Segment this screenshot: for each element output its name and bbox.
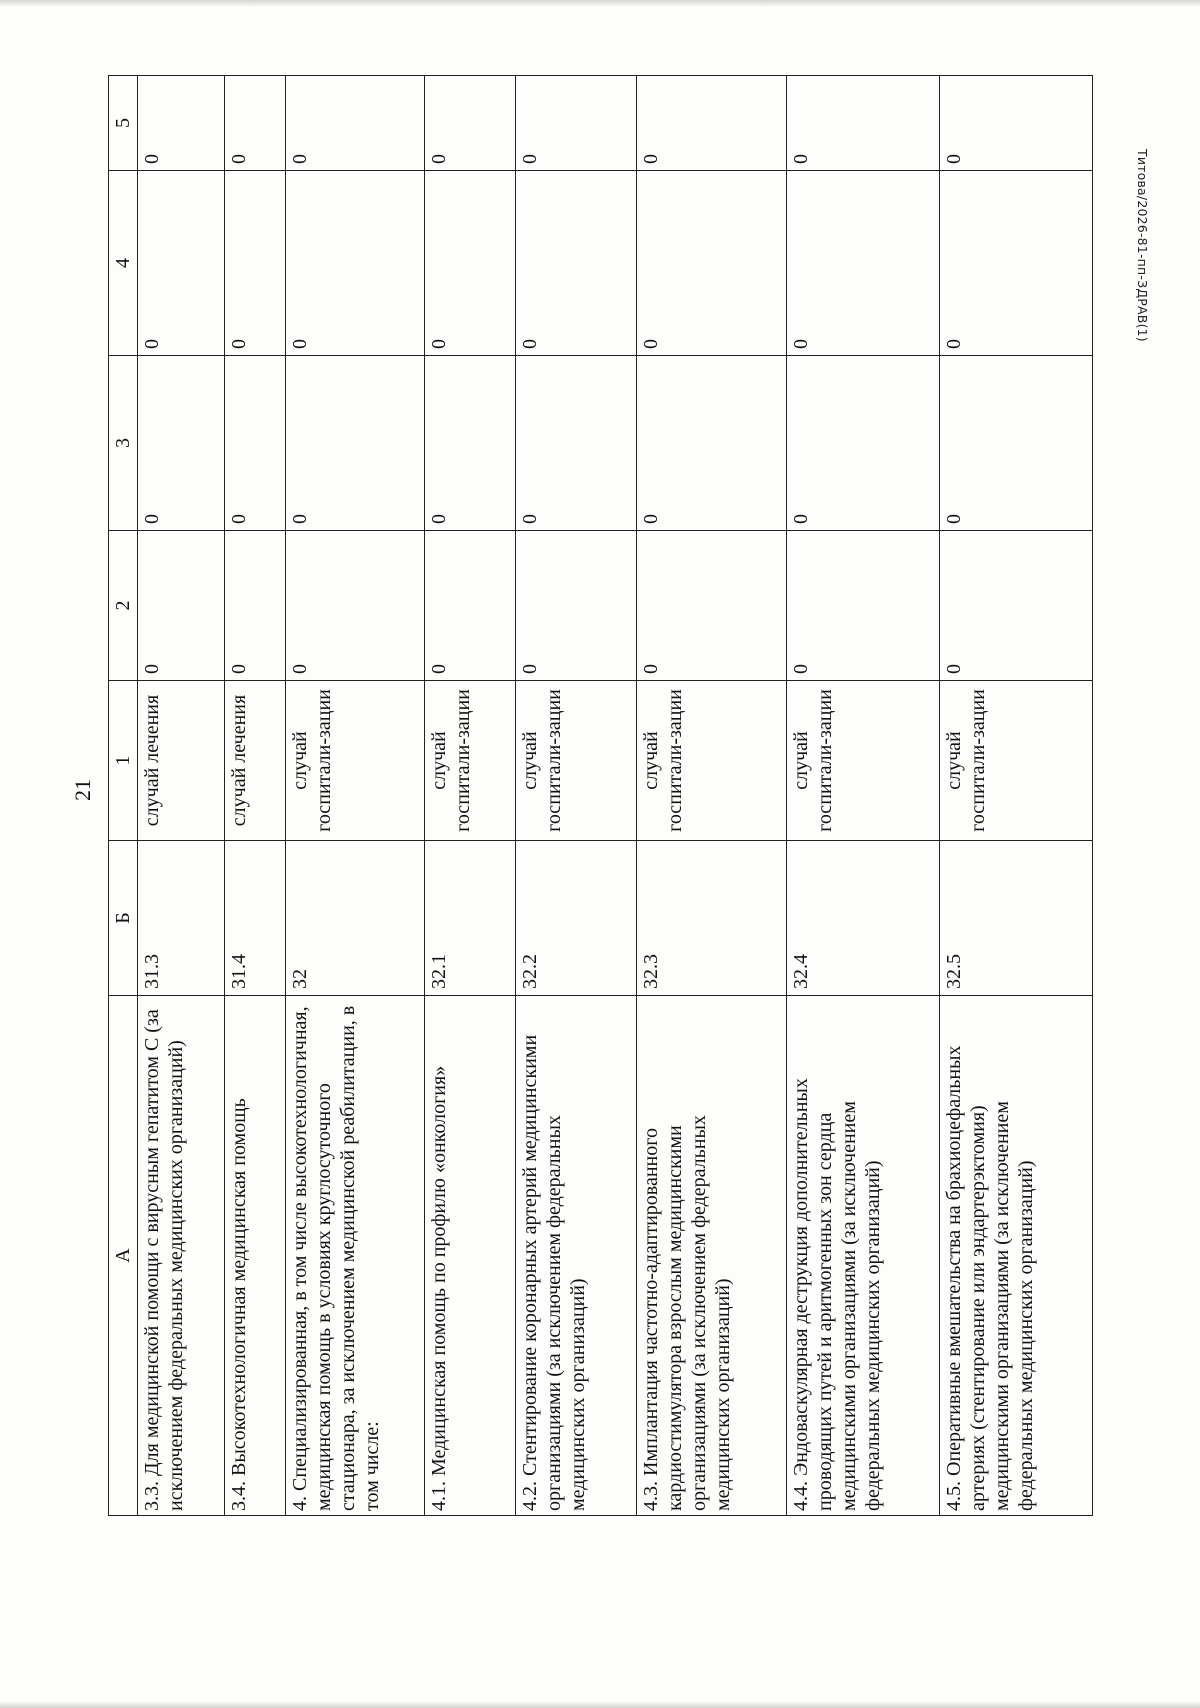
header-cell-2: 2	[109, 531, 138, 681]
row-value-5: 0	[224, 76, 285, 171]
header-cell-4: 4	[109, 171, 138, 356]
row-value-5: 0	[425, 76, 516, 171]
row-unit-cell: случай госпитали-зации	[939, 681, 1092, 841]
row-unit-cell: случай госпитали-зации	[637, 681, 787, 841]
row-value-5: 0	[515, 76, 636, 171]
header-cell-1: 1	[109, 681, 138, 841]
table-row	[425, 76, 516, 1516]
header-row	[109, 76, 138, 1516]
table-row	[138, 76, 225, 1516]
row-unit-cell: случай госпитали-зации	[285, 681, 424, 841]
row-value-2: 0	[224, 531, 285, 681]
row-value-4: 0	[786, 171, 939, 356]
rotated-table-frame	[108, 76, 1093, 1516]
row-value-2: 0	[425, 531, 516, 681]
row-value-4: 0	[637, 171, 787, 356]
row-value-4: 0	[224, 171, 285, 356]
row-value-5: 0	[786, 76, 939, 171]
row-code-cell: 32.5	[939, 841, 1092, 996]
row-value-3: 0	[224, 356, 285, 531]
scan-top-edge	[0, 0, 1200, 6]
row-name-cell: 4.1. Медицинская помощь по профилю «онкология»	[425, 996, 516, 1516]
row-code-cell: 32.3	[637, 841, 787, 996]
row-value-4: 0	[285, 171, 424, 356]
row-value-4: 0	[939, 171, 1092, 356]
row-value-2: 0	[285, 531, 424, 681]
row-value-3: 0	[939, 356, 1092, 531]
row-value-3: 0	[786, 356, 939, 531]
scan-bottom-edge	[0, 1702, 1200, 1708]
row-unit-cell: случай лечения	[224, 681, 285, 841]
row-code-cell: 32.2	[515, 841, 636, 996]
row-value-3: 0	[285, 356, 424, 531]
table-row	[637, 76, 787, 1516]
row-value-3: 0	[515, 356, 636, 531]
row-value-2: 0	[515, 531, 636, 681]
row-code-cell: 32.4	[786, 841, 939, 996]
row-value-5: 0	[138, 76, 225, 171]
table-row	[285, 76, 424, 1516]
table-row	[224, 76, 285, 1516]
row-value-3: 0	[637, 356, 787, 531]
row-value-2: 0	[786, 531, 939, 681]
row-value-5: 0	[939, 76, 1092, 171]
row-value-2: 0	[138, 531, 225, 681]
row-name-cell: 4.2. Стентирование коронарных артерий медицинскими организациями (за исключением федеральных медицинских организаций)	[515, 996, 636, 1516]
row-unit-cell: случай госпитали-зации	[515, 681, 636, 841]
row-name-cell: 4.5. Оперативные вмешательства на брахиоцефальных артериях (стентирование или эндартерэктомия) медицинскими организациями (за исключением федеральных медицинских организаций)	[939, 996, 1092, 1516]
row-code-cell: 32	[285, 841, 424, 996]
row-name-cell: 4. Специализированная, в том числе высокотехнологичная, медицинская помощь в условиях круглосуточного стационара, за исключением медицинской реабилитации, в том числе:	[285, 996, 424, 1516]
header-cell-a: А	[109, 996, 138, 1516]
row-value-3: 0	[425, 356, 516, 531]
header-cell-3: 3	[109, 356, 138, 531]
row-code-cell: 32.1	[425, 841, 516, 996]
row-value-4: 0	[515, 171, 636, 356]
row-unit-cell: случай госпитали-зации	[425, 681, 516, 841]
row-value-5: 0	[637, 76, 787, 171]
indicators-table	[108, 75, 1093, 1516]
table-row	[939, 76, 1092, 1516]
row-value-2: 0	[637, 531, 787, 681]
page-number: 21	[70, 779, 95, 801]
table-row	[515, 76, 636, 1516]
row-value-2: 0	[939, 531, 1092, 681]
row-value-3: 0	[138, 356, 225, 531]
table-row	[786, 76, 939, 1516]
row-value-5: 0	[285, 76, 424, 171]
row-value-4: 0	[138, 171, 225, 356]
row-unit-cell: случай госпитали-зации	[786, 681, 939, 841]
row-code-cell: 31.3	[138, 841, 225, 996]
header-cell-b: Б	[109, 841, 138, 996]
row-value-4: 0	[425, 171, 516, 356]
row-name-cell: 3.3. Для медицинской помощи с вирусным гепатитом С (за исключением федеральных медицинских организаций)	[138, 996, 225, 1516]
header-cell-5: 5	[109, 76, 138, 171]
row-name-cell: 4.4. Эндоваскулярная деструкция дополнительных проводящих путей и аритмогенных зон сердца медицинскими организациями (за исключением федеральных медицинских организаций)	[786, 996, 939, 1516]
row-code-cell: 31.4	[224, 841, 285, 996]
row-name-cell: 4.3. Имплантация частотно-адаптированного кардиостимулятора взрослым медицинскими организациями (за исключением федеральных медицинских организаций)	[637, 996, 787, 1516]
row-name-cell: 3.4. Высокотехнологичная медицинская помощь	[224, 996, 285, 1516]
footer-stamp: Титова/2026-81-пп-ЗДРАВ(1)	[1135, 149, 1150, 342]
row-unit-cell: случай лечения	[138, 681, 225, 841]
